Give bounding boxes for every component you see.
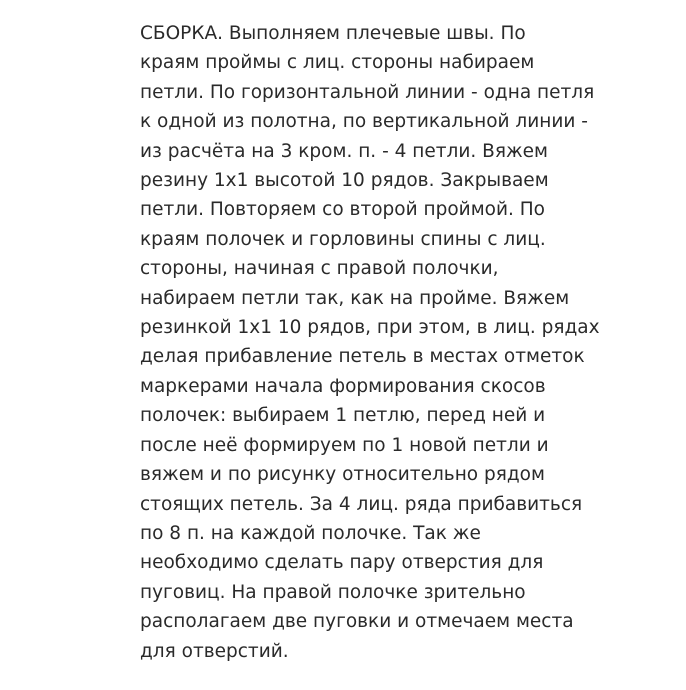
text-line: располагаем две пуговки и отмечаем места <box>140 611 574 633</box>
text-line: пуговиц. На правой полочке зрительно <box>140 581 526 603</box>
text-line: резину 1х1 высотой 10 рядов. Закрываем <box>140 170 549 192</box>
text-line: маркерами начала формирования скосов <box>140 375 546 397</box>
text-line: стоящих петель. За 4 лиц. ряда прибавиться <box>140 493 583 515</box>
text-line: из расчёта на 3 кром. п. - 4 петли. Вяжем <box>140 140 548 162</box>
text-line: петли. Повторяем со второй проймой. По <box>140 199 545 221</box>
text-line: необходимо сделать пару отверстия для <box>140 552 544 574</box>
text-line: стороны, начиная с правой полочки, <box>140 258 499 280</box>
text-line: для отверстий. <box>140 640 289 662</box>
text-line: по 8 п. на каждой полочке. Так же <box>140 522 481 544</box>
instruction-text <box>140 19 600 666</box>
text-line: краям проймы с лиц. стороны набираем <box>140 52 535 74</box>
text-line: вяжем и по рисунку относительно рядом <box>140 464 545 486</box>
text-line: делая прибавление петель в местах отметок <box>140 346 585 368</box>
text-line: набираем петли так, как на пройме. Вяжем <box>140 287 570 309</box>
text-line: петли. По горизонтальной линии - одна петля <box>140 81 595 103</box>
text-line: СБОРКА. Выполняем плечевые швы. По <box>140 23 526 44</box>
text-line: к одной из полотна, по вертикальной линии - <box>140 111 588 133</box>
text-line: после неё формируем по 1 новой петли и <box>140 434 549 456</box>
text-line: краям полочек и горловины спины с лиц. <box>140 228 546 250</box>
text-line: резинкой 1х1 10 рядов, при этом, в лиц. рядах <box>140 317 600 339</box>
text-line: полочек: выбираем 1 петлю, перед ней и <box>140 405 546 427</box>
